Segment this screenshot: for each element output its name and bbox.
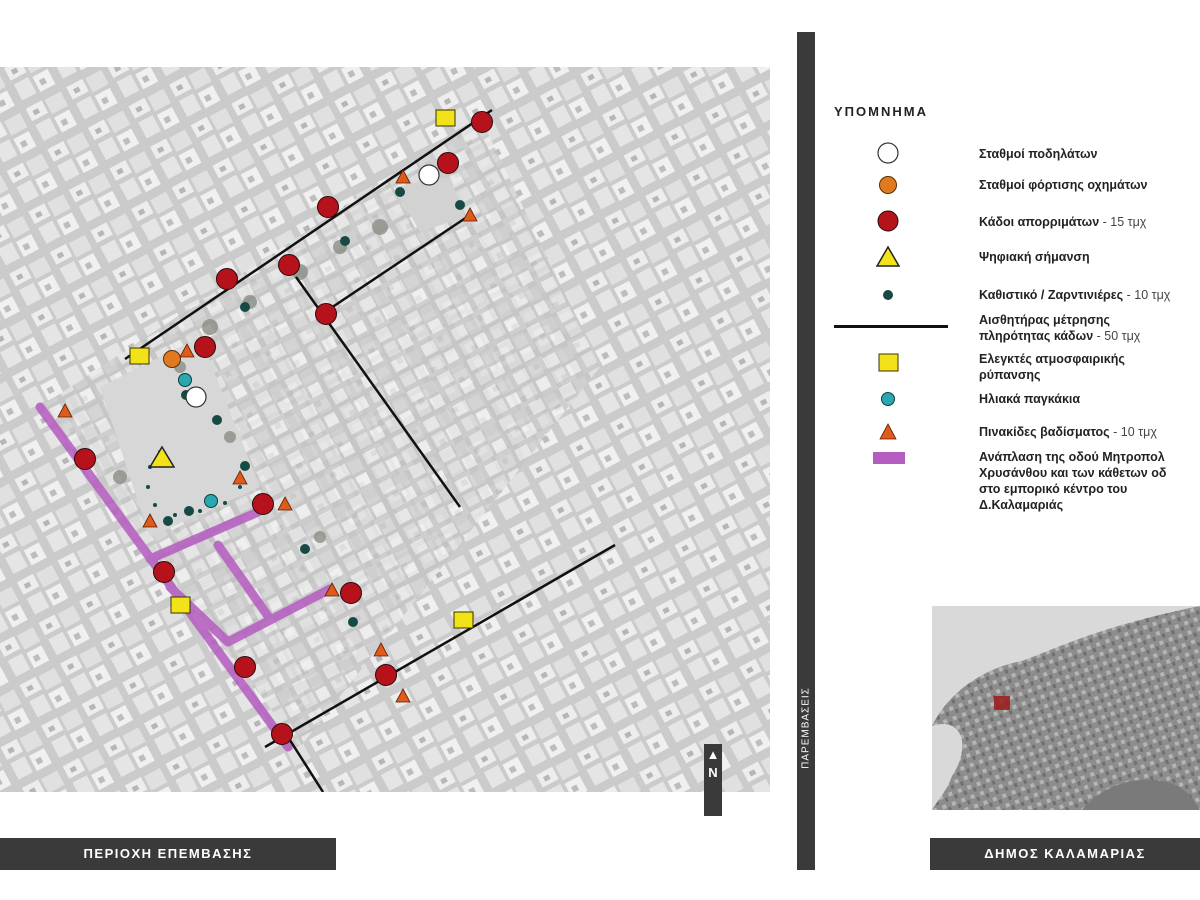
waste-bin-marker	[341, 583, 362, 604]
bench-planter-marker	[240, 302, 250, 312]
legend-item-air-monitors: Ελεγκτές ατμοσφαιρικής ρύπανσης	[979, 352, 1125, 382]
solar-bench-marker	[179, 374, 192, 387]
legend-title: ΥΠΟΜΝΗΜΑ	[834, 104, 928, 119]
intervention-area-label: ΠΕΡΙΟΧΗ ΕΠΕΜΒΑΣΗΣ	[0, 838, 336, 870]
air-monitor-marker	[130, 348, 149, 364]
bike-station-marker	[419, 165, 439, 185]
legend-item-bin-sensors: Αισθητήρας μέτρησης πληρότητας κάδων - 50 τμχ	[979, 313, 1141, 343]
black-line-icon	[834, 325, 948, 328]
orange-circle-icon	[870, 173, 906, 197]
bench-planter-marker	[300, 544, 310, 554]
municipality-inset-map	[932, 606, 1200, 810]
legend-item-street-renewal: Ανάπλαση της οδού Μητροπολ Χρυσάνθου και των κάθετων οδ στο εμπορικό κέντρο του Δ.Καλαμαριάς	[979, 450, 1167, 512]
waste-bin-marker	[272, 724, 293, 745]
yellow-triangle-icon	[870, 245, 906, 269]
bench-planter-marker	[240, 461, 250, 471]
interventions-label: ΠΑΡΕΜΒΑΣΕΙΣ	[800, 687, 812, 769]
municipality-label: ΔΗΜΟΣ ΚΑΛΑΜΑΡΙΑΣ	[930, 838, 1200, 870]
north-arrow	[704, 744, 722, 816]
red-circle-icon	[870, 209, 906, 233]
waste-bin-marker	[217, 269, 238, 290]
waste-bin-marker	[235, 657, 256, 678]
purple-bar-icon	[873, 452, 905, 464]
waste-bin-marker	[438, 153, 459, 174]
waste-bin-marker	[154, 562, 175, 583]
waste-bin-marker	[75, 449, 96, 470]
waste-bin-marker	[376, 665, 397, 686]
legend-item-digital-signage: Ψηφιακή σήμανση	[979, 250, 1090, 264]
orange-triangle-icon	[870, 420, 906, 444]
legend-item-bike-stations: Σταθμοί ποδηλάτων	[979, 147, 1098, 161]
waste-bin-marker	[279, 255, 300, 276]
waste-bin-marker	[195, 337, 216, 358]
intervention-area-map	[0, 67, 770, 792]
air-monitor-marker	[171, 597, 190, 613]
intervention-area-highlight	[994, 696, 1010, 710]
waste-bin-marker	[472, 112, 493, 133]
waste-bin-marker	[318, 197, 339, 218]
air-monitor-marker	[436, 110, 455, 126]
air-monitor-marker	[454, 612, 473, 628]
bench-planter-marker	[395, 187, 405, 197]
bench-planter-marker	[340, 236, 350, 246]
legend-item-walking-signs: Πινακίδες βαδίσματος - 10 τμχ	[979, 425, 1157, 439]
north-label: N	[708, 765, 718, 780]
legend-item-charging-stations: Σταθμοί φόρτισης οχημάτων	[979, 178, 1148, 192]
solar-bench-marker	[205, 495, 218, 508]
white-circle-icon	[870, 141, 906, 165]
bike-station-marker	[186, 387, 206, 407]
teal-circle-icon	[870, 387, 906, 411]
bench-planter-marker	[212, 415, 222, 425]
yellow-square-icon	[870, 351, 906, 375]
legend-item-waste-bins: Κάδοι απορριμάτων - 15 τμχ	[979, 215, 1147, 229]
arrow-up-icon: ▲	[706, 747, 720, 762]
legend-item-benches-planters: Καθιστικό / Ζαρντινιέρες - 10 τμχ	[979, 288, 1171, 302]
bench-planter-marker	[163, 516, 173, 526]
dark-dot-icon	[870, 283, 906, 307]
bench-planter-marker	[455, 200, 465, 210]
charging-station-marker	[164, 351, 181, 368]
waste-bin-marker	[316, 304, 337, 325]
bench-planter-marker	[348, 617, 358, 627]
waste-bin-marker	[253, 494, 274, 515]
bench-planter-marker	[184, 506, 194, 516]
legend-item-solar-benches: Ηλιακά παγκάκια	[979, 392, 1081, 406]
